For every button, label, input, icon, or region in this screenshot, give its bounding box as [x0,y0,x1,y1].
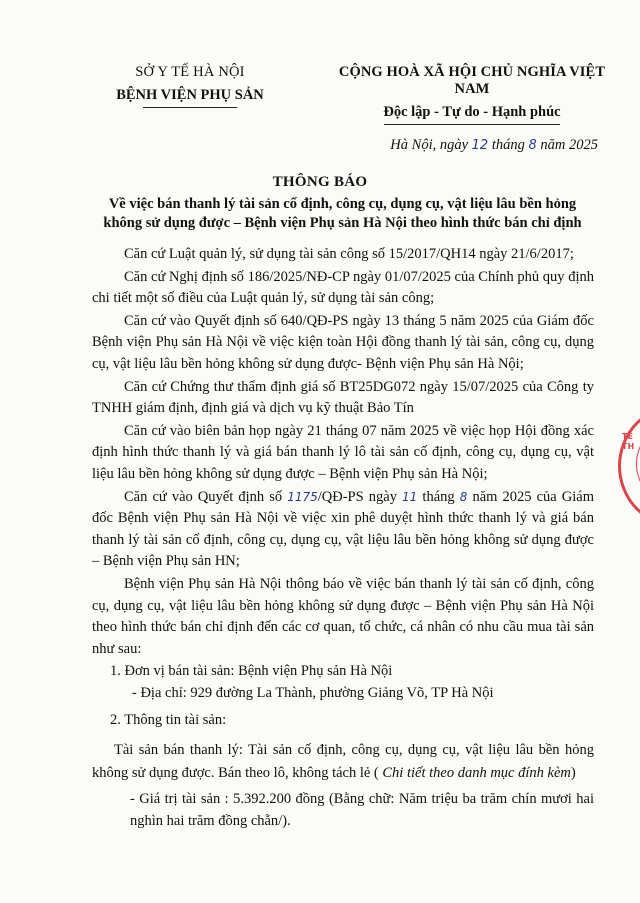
decision-month-handwritten: 8 [459,489,468,504]
document-body [92,244,594,832]
document-date [360,137,598,154]
paragraph-legal-basis-6 [92,487,594,573]
list-item-seller: 1. Đơn vị bán tài sản: Bệnh viện Phụ sản Hà Nội [110,663,393,680]
paragraph-legal-basis-4: Căn cứ Chứng thư thẩm định giá số BT25DG072 ngày 15/07/2025 của Công ty TNHH giám định, định giá và dịch vụ kỹ thuật Bảo Tín [92,378,594,417]
date-month-handwritten: 8 [528,138,537,153]
asset-value: - Giá trị tài sản : 5.392.200 đồng (Bằng chữ: Năm triệu ba trăm chín mươi hai nghìn hai trăm đồng chẵn/). [130,791,594,829]
header-right [322,64,622,125]
list-item-asset-info: 2. Thông tin tài sản: [110,712,227,729]
hospital-name: BỆNH VIỆN PHỤ SẢN [116,87,264,103]
seller-address: - Địa chỉ: 929 đường La Thành, phường Giảng Võ, TP Hà Nội [132,684,494,701]
paragraph-legal-basis-3: Căn cứ vào Quyết định số 640/QĐ-PS ngày 13 tháng 5 năm 2025 của Giám đốc Bệnh viện Phụ sản Hà Nội về việc kiện toàn Hội đồng thanh lý tài sản, công cụ, dụng cụ, vật liệu lâu bền hỏng không sử dụng được- Bệnh viện Phụ sản Hà Nội; [92,312,594,372]
decision-day-handwritten: 11 [402,489,418,504]
p6-text-a: Căn cứ vào Quyết định số [124,488,288,505]
country-name: CỘNG HOÀ XÃ HỘI CHỦ NGHĨA VIỆT NAM [338,64,606,97]
red-seal-lettering: TẾ TH [622,432,635,451]
document-title: THÔNG BÁO [272,174,368,190]
asset-description-end: ) [570,765,576,782]
paragraph-legal-basis-1: Căn cứ Luật quản lý, sử dụng tài sản công số 15/2017/QH14 ngày 21/6/2017; [124,246,574,262]
date-month-label: tháng [488,137,529,153]
header-left-underline [143,107,237,108]
header-left [100,64,280,108]
header-right-underline [384,124,560,125]
asset-description-text: Tài sản bán thanh lý: Tài sản cố định, công cụ, dụng cụ, vật liệu lâu bền hỏng không sử dụng được. Bán theo lô, không tách lẻ ( [92,742,594,782]
paragraph-legal-basis-2: Căn cứ Nghị định số 186/2025/NĐ-CP ngày 01/07/2025 của Chính phủ quy định chi tiết một số điều của Luật quản lý, sử dụng tài sản công; [92,268,594,307]
decision-number-handwritten: 1175 [287,489,318,504]
paragraph-legal-basis-5: Căn cứ vào biên bản họp ngày 21 tháng 07 năm 2025 về việc họp Hội đồng xác định hình thức thanh lý và giá bán thanh lý lô tài sản cố định, công cụ, dụng cụ, vật liệu lâu bền hỏng không sử dụng được – Bệnh viện Phụ sản Hà Nội; [92,422,594,482]
p6-text-b: /QĐ-PS ngày [317,488,403,505]
asset-description-italic: Chi tiết theo danh mục đính kèm [382,765,571,782]
date-year: năm 2025 [536,137,598,153]
national-motto: Độc lập - Tự do - Hạnh phúc [383,104,561,120]
p6-text-c: tháng [417,488,460,505]
document-subtitle: Về việc bán thanh lý tài sản cố định, công cụ, dụng cụ, vật liệu lâu bền hỏng không sử dụng được – Bệnh viện Phụ sản Hà Nội theo hình thức bán chỉ định [103,196,582,231]
asset-description [92,739,594,785]
paragraph-announcement: Bệnh viện Phụ sản Hà Nội thông báo về việc bán thanh lý tài sản cố định, công cụ, dụng cụ, vật liệu lâu bền hỏng không sử dụng được – Bệnh viện Phụ sản Hà Nội theo hình thức bán chỉ định đến các cơ quan, tổ chức, cá nhân có nhu cầu mua tài sản như sau: [92,575,594,657]
date-day-handwritten: 12 [471,138,489,153]
p6-text-d: năm 2025 của Giám đốc Bệnh viện Phụ sản Hà Nội về việc xin phê duyệt hình thức thanh lý và giá bán thanh lý tài sản cố định, công cụ, dụng cụ, vật liệu lâu bền hỏng không sử dụng được – Bệnh viện Phụ sản HN; [92,488,594,570]
department-name: SỞ Y TẾ HÀ NỘI [135,64,245,80]
date-prefix: Hà Nội, ngày [390,137,472,153]
